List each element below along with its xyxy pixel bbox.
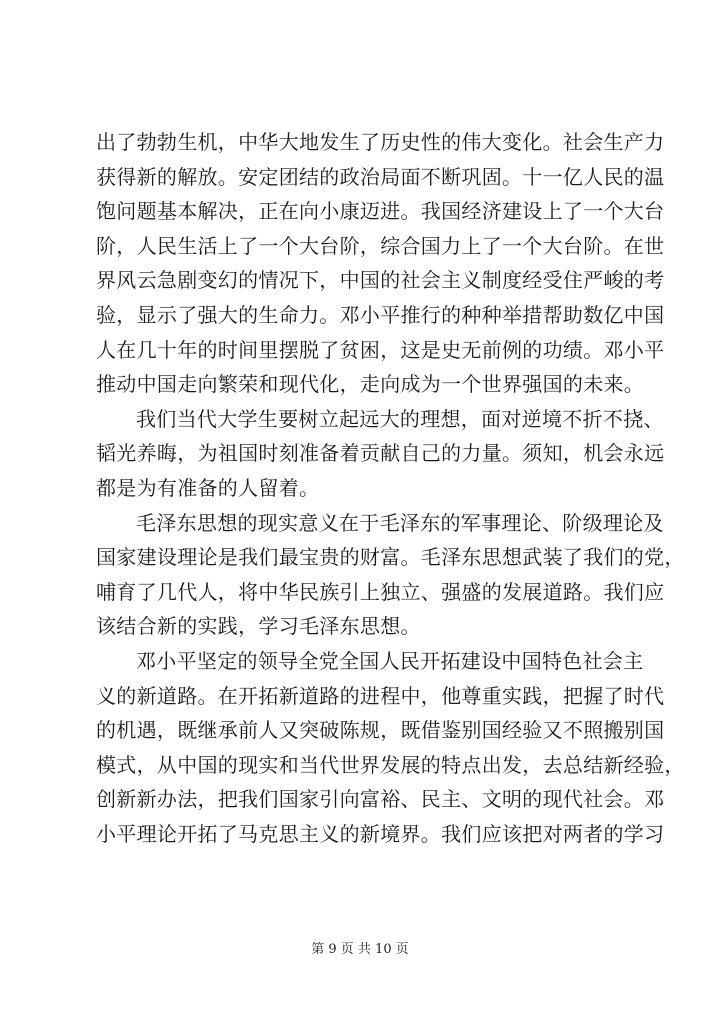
text-line: 都是为有准备的人留着。	[96, 475, 320, 500]
text-line: 验，显示了强大的生命力。邓小平推行的种种举措帮助数亿中国	[96, 302, 665, 327]
page-number: 第 9 页 共 10 页	[311, 942, 409, 957]
text-line: 界风云急剧变幻的情况下，中国的社会主义制度经受住严峻的考	[96, 268, 665, 293]
text-line: 该结合新的实践，学习毛泽东思想。	[96, 614, 421, 639]
text-line: 创新新办法，把我们国家引向富裕、民主、文明的现代社会。邓	[96, 787, 665, 812]
text-line: 获得新的解放。安定团结的政治局面不断巩固。十一亿人民的温	[96, 164, 665, 189]
page-footer	[0, 938, 720, 957]
text-line: 推动中国走向繁荣和现代化，走向成为一个世界强国的未来。	[96, 372, 645, 397]
text-line: 韬光养晦，为祖国时刻准备着贡献自己的力量。须知，机会永远	[96, 441, 665, 466]
text-line: 模式，从中国的现实和当代世界发展的特点出发，去总结新经验，	[96, 752, 685, 777]
text-line: 义的新道路。在开拓新道路的进程中，他尊重实践，把握了时代	[96, 683, 665, 708]
text-line: 出了勃勃生机，中华大地发生了历史性的伟大变化。社会生产力	[96, 130, 665, 154]
paragraph-start-line: 我们当代大学生要树立起远大的理想，面对逆境不折不挠、	[136, 406, 664, 431]
text-line: 饱问题基本解决，正在向小康迈进。我国经济建设上了一个大台	[96, 199, 665, 224]
body-text	[96, 125, 685, 851]
paragraph-start-line: 邓小平坚定的领导全党全国人民开拓建设中国特色社会主	[136, 648, 644, 673]
text-line: 国家建设理论是我们最宝贵的财富。毛泽东思想武装了我们的党，	[96, 545, 685, 570]
text-line: 阶，人民生活上了一个大台阶，综合国力上了一个大台阶。在世	[96, 233, 665, 258]
text-line: 人在几十年的时间里摆脱了贫困，这是史无前例的功绩。邓小平	[96, 337, 665, 362]
paragraph-start-line: 毛泽东思想的现实意义在于毛泽东的军事理论、阶级理论及	[136, 510, 664, 535]
text-line: 的机遇，既继承前人又突破陈规，既借鉴别国经验又不照搬别国	[96, 718, 665, 743]
text-line: 哺育了几代人，将中华民族引上独立、强盛的发展道路。我们应	[96, 579, 665, 604]
text-line: 小平理论开拓了马克思主义的新境界。我们应该把对两者的学习	[96, 821, 665, 846]
